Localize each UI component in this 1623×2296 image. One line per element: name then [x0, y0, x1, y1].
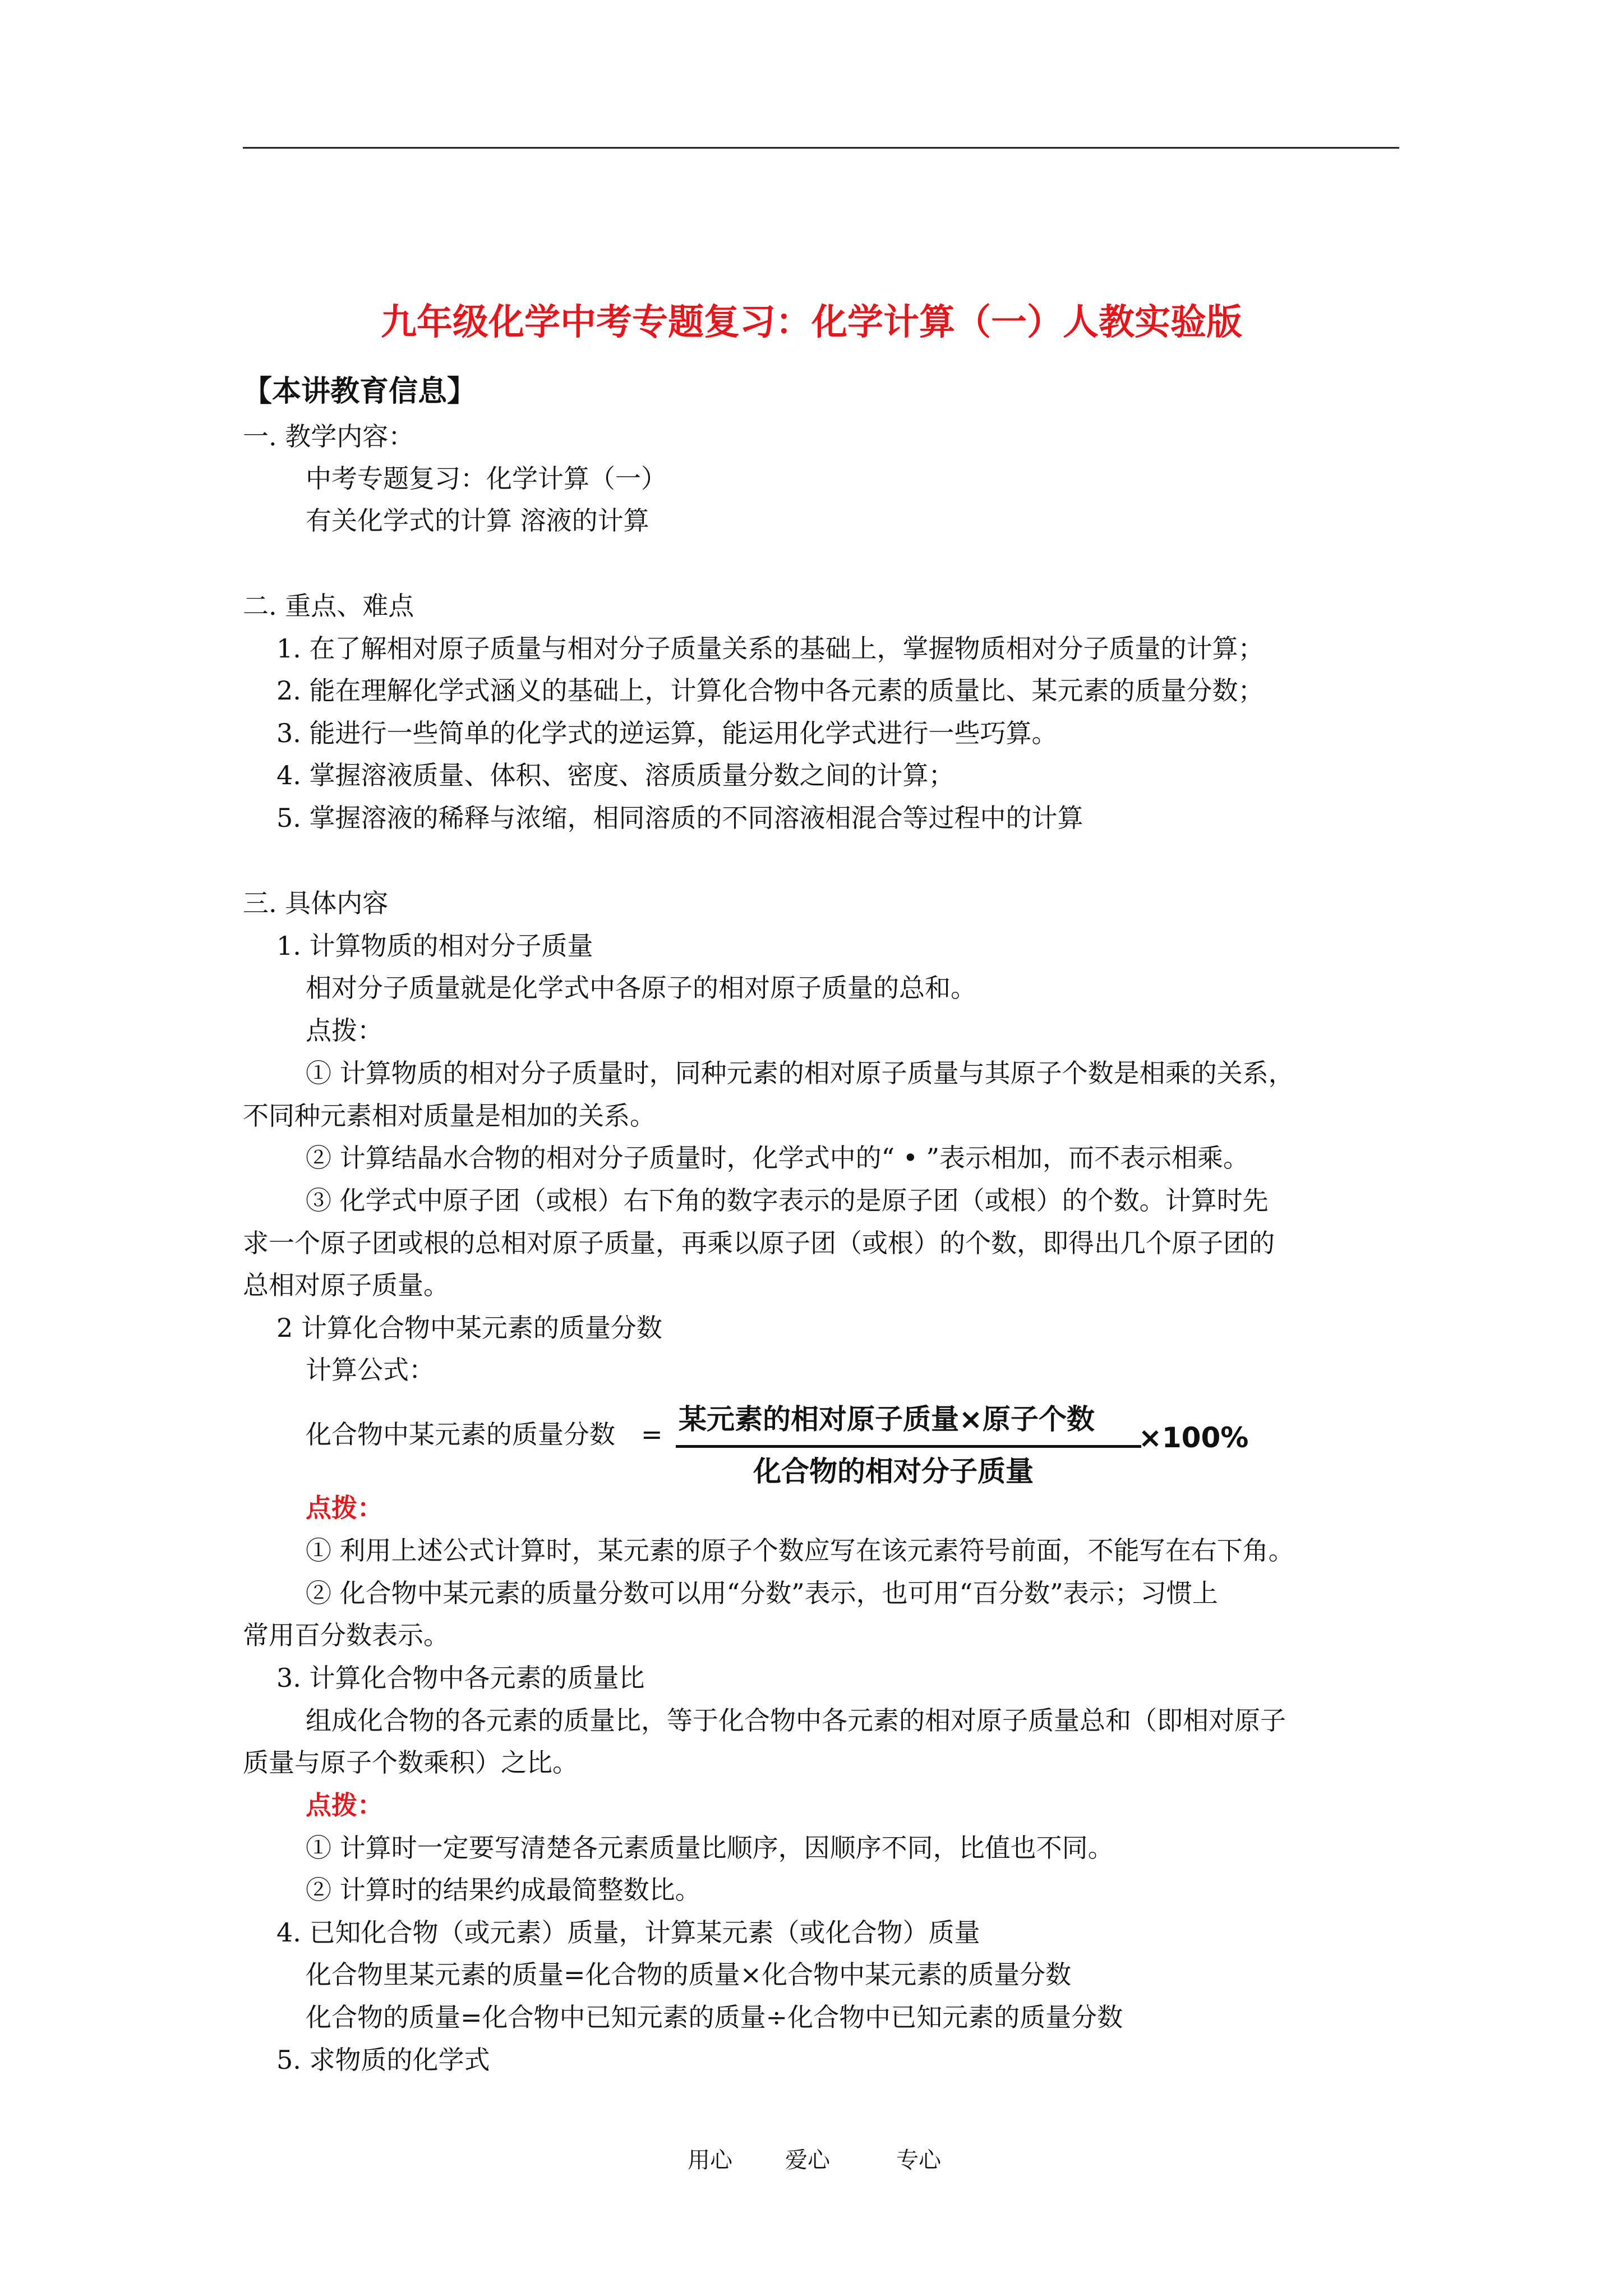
section2-item: 1. 在了解相对原子质量与相对分子质量关系的基础上，掌握物质相对分子质量的计算；	[276, 633, 1264, 664]
point1-title: 1. 计算物质的相对分子质量	[276, 931, 593, 961]
point2-formula-label: 计算公式：	[306, 1355, 435, 1385]
page-title: 九年级化学中考专题复习：化学计算（一）人教实验版	[381, 301, 1242, 343]
point4-formula-a: 化合物里某元素的质量=化合物的质量×化合物中某元素的质量分数	[306, 1959, 1072, 1990]
section2-item: 2. 能在理解化学式涵义的基础上，计算化合物中各元素的质量比、某元素的质量分数；	[276, 675, 1264, 706]
point1-note1b: 不同种元素相对质量是相加的关系。	[243, 1101, 656, 1131]
section2-item: 4. 掌握溶液质量、体积、密度、溶质质量分数之间的计算；	[276, 760, 955, 790]
point1-note2: ② 计算结晶水合物的相对分子质量时，化学式中的“ • ”表示相加，而不表示相乘。	[306, 1143, 1249, 1173]
section3-heading: 三. 具体内容	[243, 888, 389, 918]
footer-text: 专心	[896, 2147, 941, 2173]
section2-item: 3. 能进行一些简单的化学式的逆运算，能运用化学式进行一些巧算。	[276, 718, 1058, 748]
point2-note2b: 常用百分数表示。	[243, 1620, 449, 1650]
point1-note3b: 求一个原子团或根的总相对原子质量，再乘以原子团（或根）的个数，即得出几个原子团的	[243, 1228, 1275, 1258]
point5-title: 5. 求物质的化学式	[276, 2045, 490, 2075]
header-rule	[243, 147, 1399, 149]
point2-note2a: ② 化合物中某元素的质量分数可以用“分数”表示，也可用“百分数”表示；习惯上	[306, 1578, 1218, 1608]
point1-definition: 相对分子质量就是化学式中各原子的相对原子质量的总和。	[306, 973, 976, 1003]
point4-formula-b: 化合物的质量=化合物中已知元素的质量÷化合物中已知元素的质量分数	[306, 2002, 1123, 2032]
section2-heading: 二. 重点、难点	[243, 591, 414, 621]
section1-line2: 有关化学式的计算 溶液的计算	[306, 505, 649, 536]
point4-title: 4. 已知化合物（或元素）质量，计算某元素（或化合物）质量	[276, 1917, 980, 1948]
point3-text-b: 质量与原子个数乘积）之比。	[243, 1747, 578, 1778]
formula-denominator: 化合物的相对分子质量	[753, 1455, 1034, 1488]
footer-text: 爱心	[785, 2147, 830, 2173]
point1-note1a: ① 计算物质的相对分子质量时，同种元素的相对原子质量与其原子个数是相乘的关系，	[306, 1058, 1294, 1088]
footer-text: 用心	[688, 2147, 732, 2173]
formula-fraction-bar	[676, 1445, 1141, 1448]
section1-heading: 一. 教学内容：	[243, 421, 414, 452]
formula-lhs: 化合物中某元素的质量分数	[306, 1419, 615, 1450]
formula-numerator: 某元素的相对原子质量×原子个数	[679, 1403, 1095, 1435]
point3-note1: ① 计算时一定要写清楚各元素质量比顺序，因顺序不同，比值也不同。	[306, 1833, 1114, 1863]
point2-tip-label: 点拨：	[306, 1493, 383, 1523]
point3-note2: ② 计算时的结果约成最简整数比。	[306, 1875, 701, 1905]
info-heading: 【本讲教育信息】	[243, 374, 477, 408]
point2-title: 2 计算化合物中某元素的质量分数	[276, 1313, 662, 1343]
point3-tip-label: 点拨：	[306, 1790, 383, 1820]
point1-note3c: 总相对原子质量。	[243, 1270, 449, 1300]
point3-title: 3. 计算化合物中各元素的质量比	[276, 1663, 645, 1693]
formula-tail: ×100%	[1138, 1421, 1249, 1454]
formula-equals: =	[641, 1419, 663, 1450]
section2-item: 5. 掌握溶液的稀释与浓缩，相同溶质的不同溶液相混合等过程中的计算	[276, 803, 1083, 833]
point3-text-a: 组成化合物的各元素的质量比，等于化合物中各元素的相对原子质量总和（即相对原子	[306, 1705, 1286, 1736]
point2-note1: ① 利用上述公式计算时，某元素的原子个数应写在该元素符号前面，不能写在右下角。	[306, 1535, 1294, 1566]
point1-note3a: ③ 化学式中原子团（或根）右下角的数字表示的是原子团（或根）的个数。计算时先	[306, 1185, 1269, 1216]
section1-line1: 中考专题复习：化学计算（一）	[306, 463, 667, 494]
point1-tip-label: 点拨：	[306, 1015, 383, 1046]
